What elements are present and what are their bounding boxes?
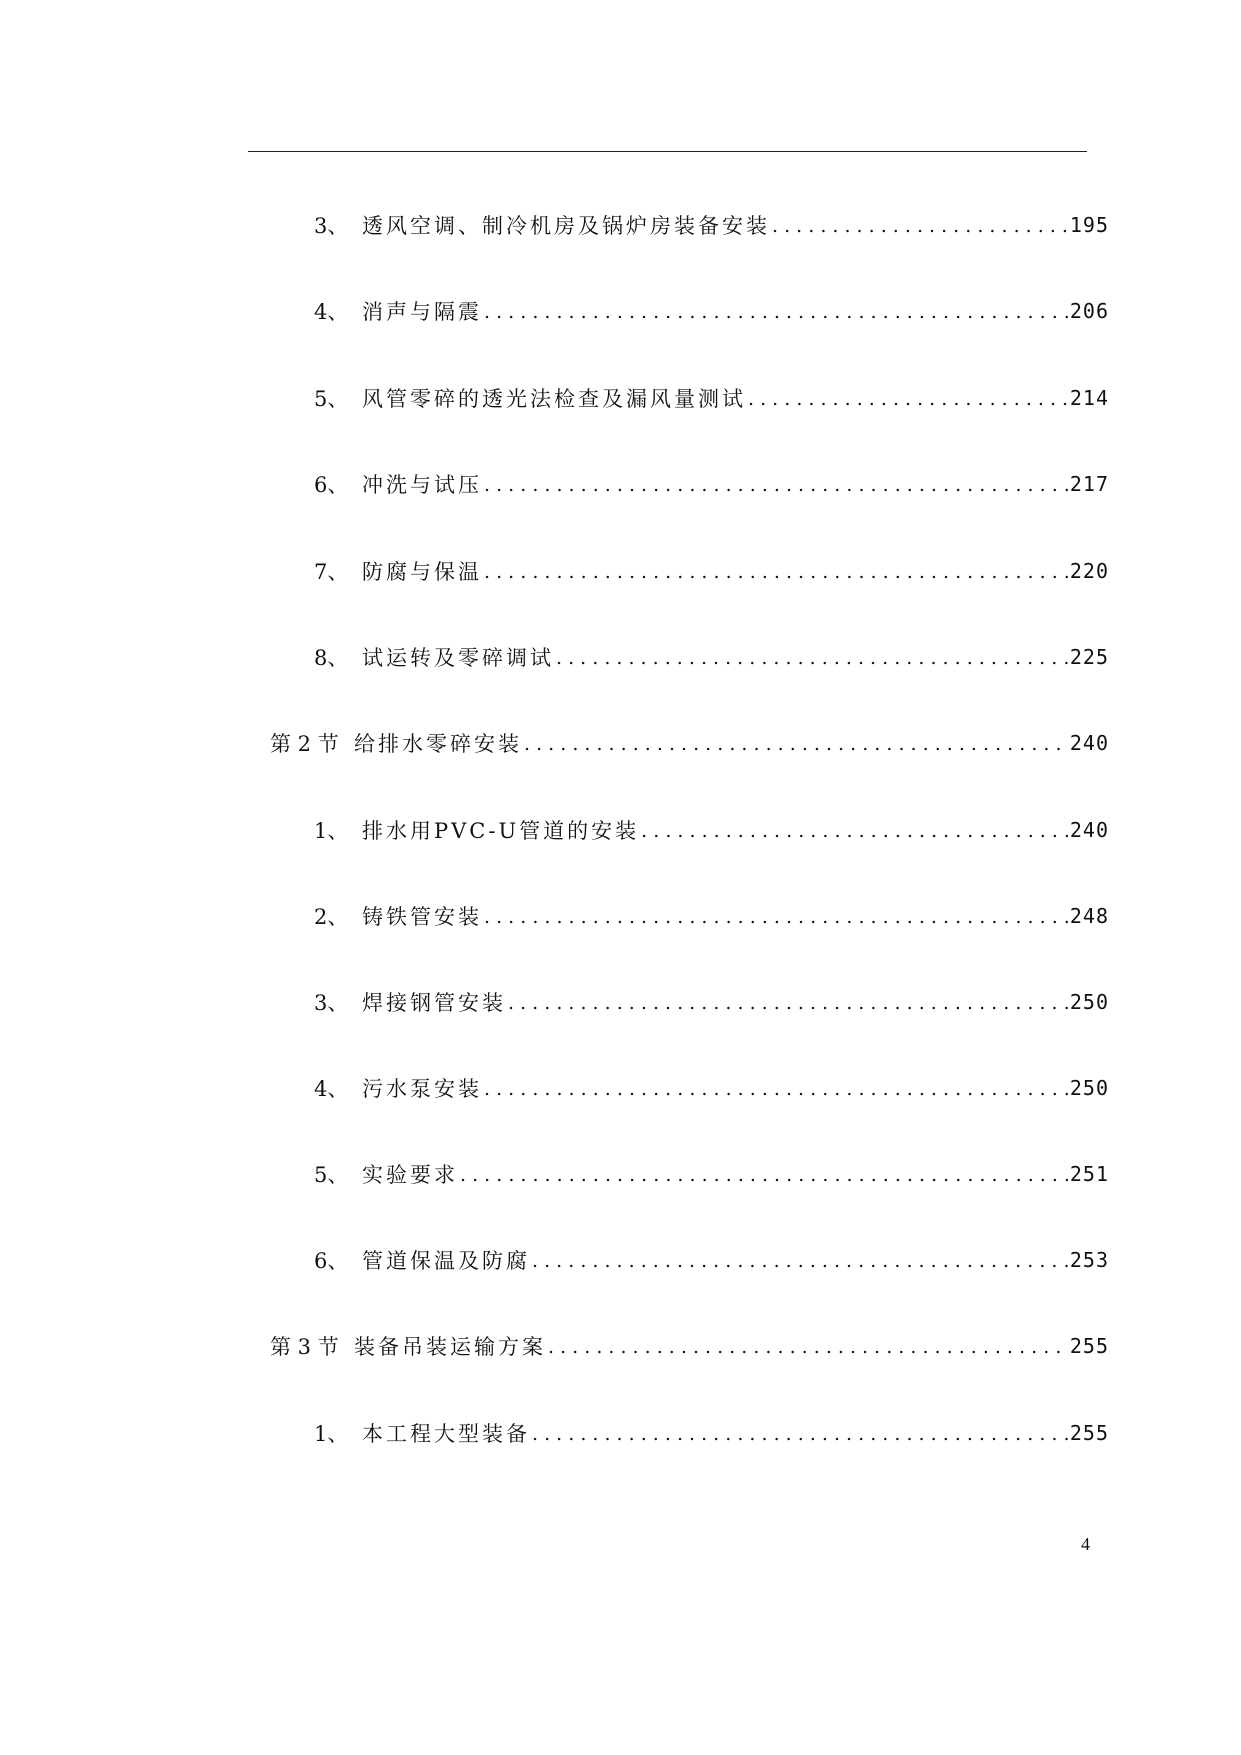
toc-entry[interactable] (314, 1413, 1109, 1453)
toc-entry-number: 6、 (314, 1249, 349, 1273)
toc-entry-title: 焊接钢管安装 (362, 991, 506, 1015)
toc-dot-leader (484, 1080, 1068, 1108)
toc-entry-page: 255 (1069, 1334, 1109, 1358)
toc-entry-title: 风管零碎的透光法检查及漏风量测试 (362, 387, 746, 411)
toc-entry-number: 4、 (314, 300, 349, 324)
toc-entry-title: 透风空调、制冷机房及锅炉房装备安装 (362, 214, 770, 238)
toc-dot-leader (772, 217, 1068, 245)
toc-entry-number: 6、 (314, 473, 349, 497)
toc-entry-page: 255 (1069, 1421, 1109, 1445)
toc-entry[interactable] (314, 1068, 1109, 1108)
toc-entry-title: 实验要求 (362, 1163, 458, 1187)
toc-dot-leader (508, 994, 1068, 1022)
toc-entry-title: 试运转及零碎调试 (362, 646, 554, 670)
toc-dot-leader (484, 476, 1068, 504)
toc-entry[interactable] (314, 291, 1109, 331)
toc-entry-page: 251 (1069, 1162, 1109, 1186)
page-number: 4 (1081, 1534, 1090, 1554)
toc-entry-number: 5、 (314, 387, 349, 411)
toc-entry-page: 217 (1069, 472, 1109, 496)
toc-entry-number: 5、 (314, 1163, 349, 1187)
toc-entry-title: 冲洗与试压 (362, 473, 482, 497)
toc-dot-leader (484, 303, 1068, 331)
toc-dot-leader (556, 649, 1068, 677)
toc-entry-number: 3、 (314, 991, 349, 1015)
toc-section-title: 给排水零碎安装 (354, 732, 522, 756)
toc-entry-page: 220 (1069, 559, 1109, 583)
toc-entry-number: 1、 (314, 819, 349, 843)
toc-entry-number: 7、 (314, 560, 349, 584)
toc-section-title: 装备吊装运输方案 (354, 1335, 546, 1359)
toc-entry-page: 225 (1069, 645, 1109, 669)
toc-entry-page: 240 (1069, 818, 1109, 842)
toc-entry-number: 1、 (314, 1422, 349, 1446)
toc-entry[interactable] (314, 637, 1109, 677)
toc-entry-title: 管道保温及防腐 (362, 1249, 530, 1273)
toc-entry-title: 铸铁管安装 (362, 905, 482, 929)
toc-entry-number: 3、 (314, 214, 349, 238)
toc-section-entry[interactable] (270, 723, 1109, 763)
toc-entry-title: 排水用PVC-U管道的安装 (362, 819, 640, 843)
toc-dot-leader (641, 822, 1068, 850)
toc-entry-title: 消声与隔震 (362, 300, 482, 324)
toc-entry-number: 8、 (314, 646, 349, 670)
toc-entry-title: 污水泵安装 (362, 1077, 482, 1101)
toc-section-number: 第 2 节 (270, 732, 339, 756)
toc-entry-page: 250 (1069, 990, 1109, 1014)
toc-dot-leader (548, 1338, 1068, 1366)
toc-entry-number: 2、 (314, 905, 349, 929)
toc-entry[interactable] (314, 551, 1109, 591)
toc-dot-leader (484, 563, 1068, 591)
toc-entry-page: 253 (1069, 1248, 1109, 1272)
toc-entry[interactable] (314, 205, 1109, 245)
toc-entry-page: 206 (1069, 299, 1109, 323)
toc-dot-leader (532, 1252, 1068, 1280)
toc-entry[interactable] (314, 1240, 1109, 1280)
toc-dot-leader (460, 1166, 1068, 1194)
toc-dot-leader (748, 390, 1068, 418)
toc-entry[interactable] (314, 810, 1109, 850)
toc-dot-leader (524, 735, 1068, 763)
toc-section-number: 第 3 节 (270, 1335, 339, 1359)
toc-entry-page: 250 (1069, 1076, 1109, 1100)
toc-entry[interactable] (314, 378, 1109, 418)
toc-entry-page: 240 (1069, 731, 1109, 755)
toc-entry-page: 214 (1069, 386, 1109, 410)
toc-entry-title: 防腐与保温 (362, 560, 482, 584)
toc-entry[interactable] (314, 1154, 1109, 1194)
toc-entry-page: 248 (1069, 904, 1109, 928)
toc-entry-number: 4、 (314, 1077, 349, 1101)
toc-entry-page: 195 (1069, 213, 1109, 237)
toc-section-entry[interactable] (270, 1326, 1109, 1366)
toc-entry-title: 本工程大型装备 (362, 1422, 530, 1446)
toc-entry[interactable] (314, 896, 1109, 936)
toc-dot-leader (484, 908, 1068, 936)
toc-entry[interactable] (314, 464, 1109, 504)
toc-entry[interactable] (314, 982, 1109, 1022)
toc-dot-leader (532, 1425, 1068, 1453)
